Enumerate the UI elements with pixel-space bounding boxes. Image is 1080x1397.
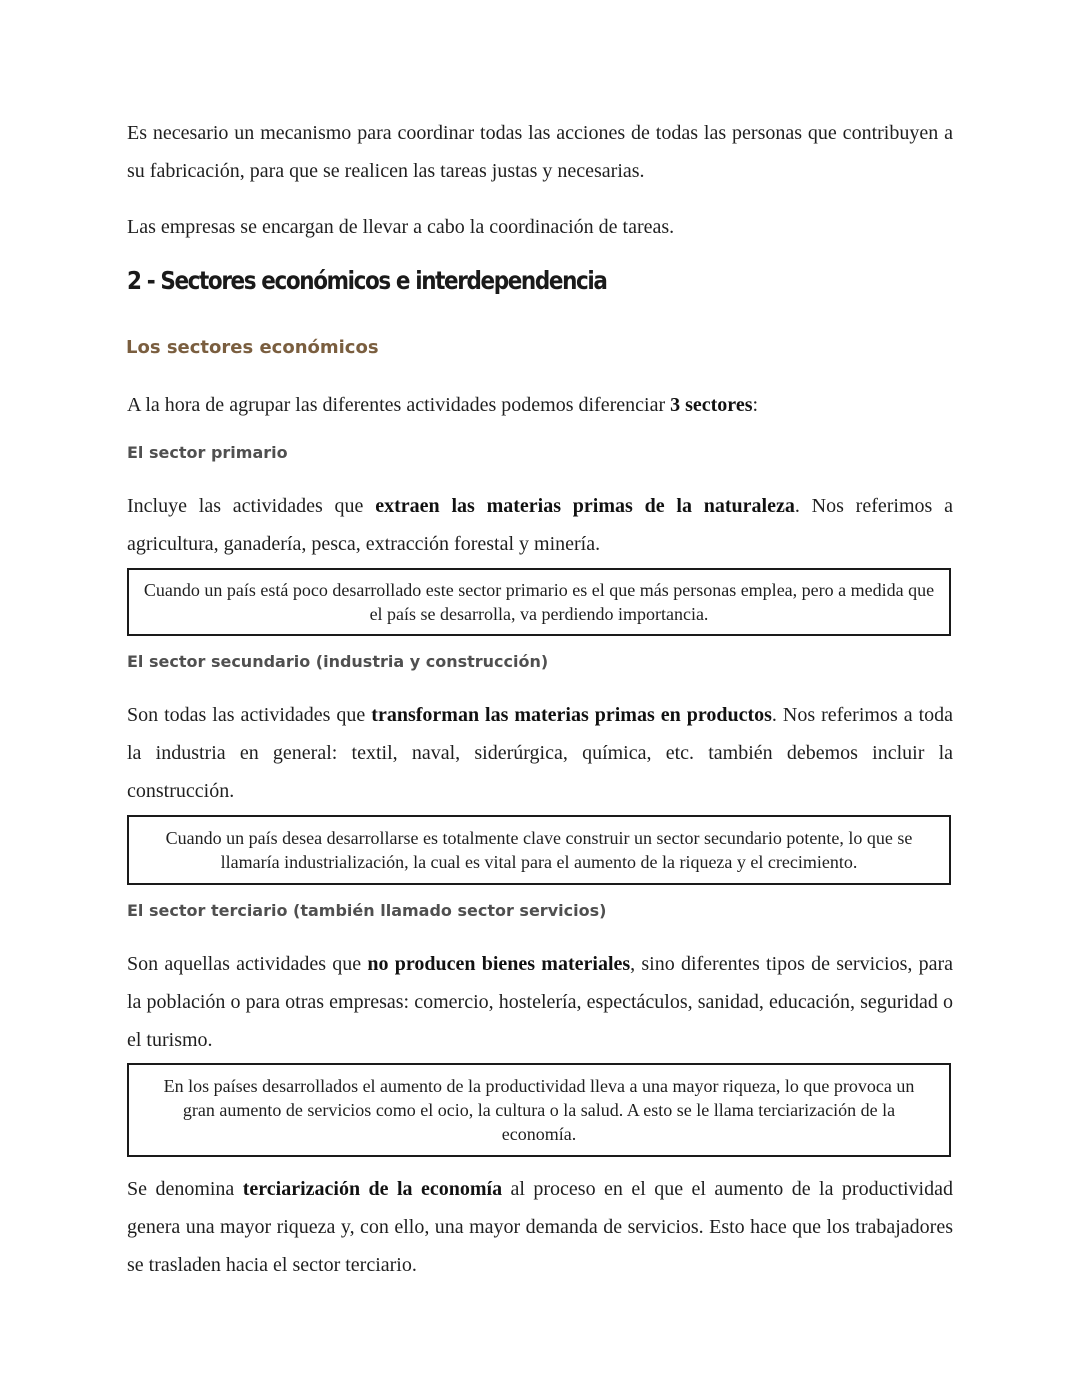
lead-end: : xyxy=(752,394,759,416)
conclusion-text: Se denomina xyxy=(127,1178,243,1200)
secondary-bold: transforman las materias primas en productos xyxy=(371,704,772,726)
secondary-sector-heading: El sector secundario (industria y construcción) xyxy=(127,652,549,671)
conclusion-paragraph xyxy=(127,1170,953,1284)
conclusion-text-end: al proceso en el que el aumento de la productividad genera una mayor riqueza y, con ello, una mayor demanda de servicios. Esto hace que los trabajadores se trasladen hacia el sector terciario. xyxy=(127,1178,953,1276)
primary-bold: extraen las materias primas de la naturaleza xyxy=(375,495,795,517)
tertiary-sector-paragraph xyxy=(127,945,953,1059)
primary-note: Cuando un país está poco desarrollado este sector primario es el que más personas emplea, pero a medida que el país se desarrolla, va perdiendo importancia. xyxy=(143,580,935,624)
tertiary-bold: no producen bienes materiales xyxy=(367,953,631,975)
conclusion-bold: terciarización de la economía xyxy=(242,1178,503,1200)
primary-text-end: . Nos referimos a agricultura, ganadería, pesca, extracción forestal y minería. xyxy=(127,495,953,555)
primary-text: Incluye las actividades que xyxy=(127,495,376,517)
primary-sector-paragraph xyxy=(127,487,953,563)
secondary-sector-paragraph xyxy=(127,696,953,810)
secondary-text-end: . Nos referimos a toda la industria en general: textil, naval, siderúrgica, química, etc. también debemos incluir la construcción. xyxy=(127,704,954,802)
lead-paragraph xyxy=(127,386,953,424)
intro-paragraph: Es necesario un mecanismo para coordinar todas las acciones de todas las personas que contribuyen a su fabricación, para que se realicen las tareas justas y necesarias. xyxy=(127,122,953,182)
secondary-note-box xyxy=(127,815,951,885)
secondary-text: Son todas las actividades que xyxy=(127,704,372,726)
primary-note-box xyxy=(127,568,951,636)
tertiary-sector-heading: El sector terciario (también llamado sector servicios) xyxy=(127,901,607,920)
tertiary-note: En los países desarrollados el aumento de la productividad lleva a una mayor riqueza, lo que provoca un gran aumento de servicios como el ocio, la cultura o la salud. A esto se le llama terciarización de la economía. xyxy=(163,1076,915,1144)
lead-text: A la hora de agrupar las diferentes actividades podemos diferenciar xyxy=(127,394,671,416)
section-title: 2 - Sectores económicos e interdependencia xyxy=(127,266,607,295)
lead-bold: 3 sectores xyxy=(670,394,753,416)
primary-sector-heading: El sector primario xyxy=(127,443,288,462)
section-subtitle: Los sectores económicos xyxy=(126,337,379,358)
tertiary-text: Son aquellas actividades que xyxy=(127,953,368,975)
coordination-paragraph: Las empresas se encargan de llevar a cabo la coordinación de tareas. xyxy=(127,216,675,238)
tertiary-note-box xyxy=(127,1063,951,1157)
tertiary-text-end: , sino diferentes tipos de servicios, para la población o para otras empresas: comercio, hostelería, espectáculos, sanidad, educación, seguridad o el turismo. xyxy=(127,953,954,1051)
secondary-note: Cuando un país desea desarrollarse es totalmente clave construir un sector secundario potente, lo que se llamaría industrialización, la cual es vital para el aumento de la riqueza y el crecimiento. xyxy=(165,828,913,872)
